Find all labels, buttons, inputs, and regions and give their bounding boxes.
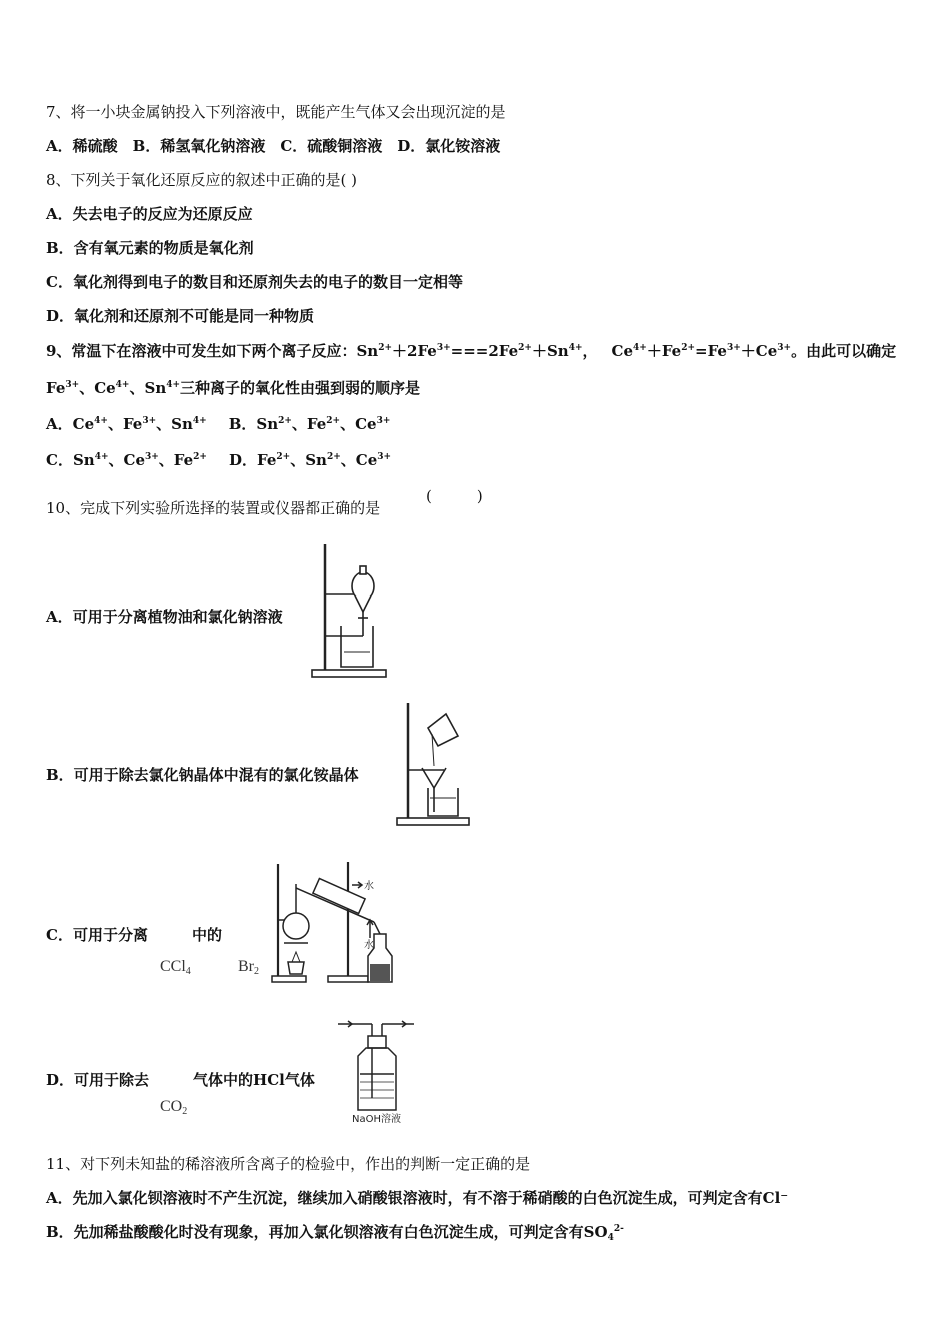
q10-option-c: C．可用于分离 中的 [46,926,222,944]
q10-option-a: A．可用于分离植物油和氯化钠溶液 [46,608,283,626]
q7-options: A．稀硫酸 B．稀氢氧化钠溶液 C．硫酸铜溶液 D．氯化铵溶液 [46,137,501,155]
q10-stem: 10、完成下列实验所选择的装置或仪器都正确的是 [46,499,381,517]
q9-option-b: B．$Sn^{2+}$、$Fe^{2+}$、$Ce^{3+}$ [228,415,391,433]
q9-equation-1: $Sn^{2+}+2Fe^{3+}===2Fe^{2+}+Sn^{4+}$， [356,342,598,360]
apparatus-filtration [394,700,474,830]
q9-options-ab [46,414,390,434]
q8-option-d: D．氧化剂和还原剂不可能是同一种物质 [46,307,315,325]
q8-option-c: C．氧化剂得到电子的数目和还原剂失去的电子的数目一定相等 [46,273,463,291]
q8-option-b: B．含有氧元素的物质是氧化剂 [46,239,254,257]
naoh-solution-label: NaOH溶液 [352,1114,401,1125]
apparatus-gas-washing-bottle [336,1016,418,1128]
q11-option-b: B．先加稀盐酸酸化时没有现象，再加入氯化钡溶液有白色沉淀生成，可判定含有$SO_4^{2-}$ [46,1223,624,1243]
q9-equation-2: $Ce^{4+}+Fe^{2+}=Fe^{3+}+Ce^{3+}$。由此可以确定 [611,342,897,360]
q9-stem-prefix: 9、常温下在溶液中可发生如下两个离子反应： [46,342,357,360]
q9-option-a: A．$Ce^{4+}$、$Fe^{3+}$、$Sn^{4+}$ [46,415,207,433]
q11-stem: 11、对下列未知盐的稀溶液所含离子的检验中，作出的判断一定正确的是 [46,1155,531,1173]
q9-options-cd [46,450,391,470]
q11-option-a: A．先加入氯化钡溶液时不产生沉淀，继续加入硝酸银溶液时，有不溶于稀硝酸的白色沉淀生成，可判定含有Cl⁻ [46,1189,789,1207]
formula-co2: $CO_2$ [160,1098,188,1117]
q8-option-a: A．失去电子的反应为还原反应 [46,205,253,223]
formula-br2: $Br_2$ [238,958,259,977]
formula-ccl4: CCl$_4$ [160,958,191,977]
q10-answer-bracket: ( ) [426,487,483,505]
q10-option-d: D．可用于除去 气体中的HCl气体 [46,1071,315,1089]
q7-stem: 7、将一小块金属钠投入下列溶液中，既能产生气体又会出现沉淀的是 [46,103,506,121]
q9-option-d: D．$Fe^{2+}$、$Sn^{2+}$、$Ce^{3+}$ [228,451,392,469]
apparatus-distillation [270,858,410,990]
q9-stem-line2: $Fe^{3+}$、$Ce^{4+}$、$Sn^{4+}$三种离子的氧化性由强到弱的顺序是 [46,379,421,397]
q9-stem [46,341,896,361]
q10-option-b: B．可用于除去氯化钠晶体中混有的氯化铵晶体 [46,766,359,784]
q8-stem: 8、下列关于氧化还原反应的叙述中正确的是( ) [46,171,358,189]
apparatus-separatory-funnel [305,540,395,682]
water-in-label: 水 [364,940,374,951]
water-out-label: 水 [364,881,374,892]
q9-option-c: C．$Sn^{4+}$、$Ce^{3+}$、$Fe^{2+}$ [46,451,207,469]
